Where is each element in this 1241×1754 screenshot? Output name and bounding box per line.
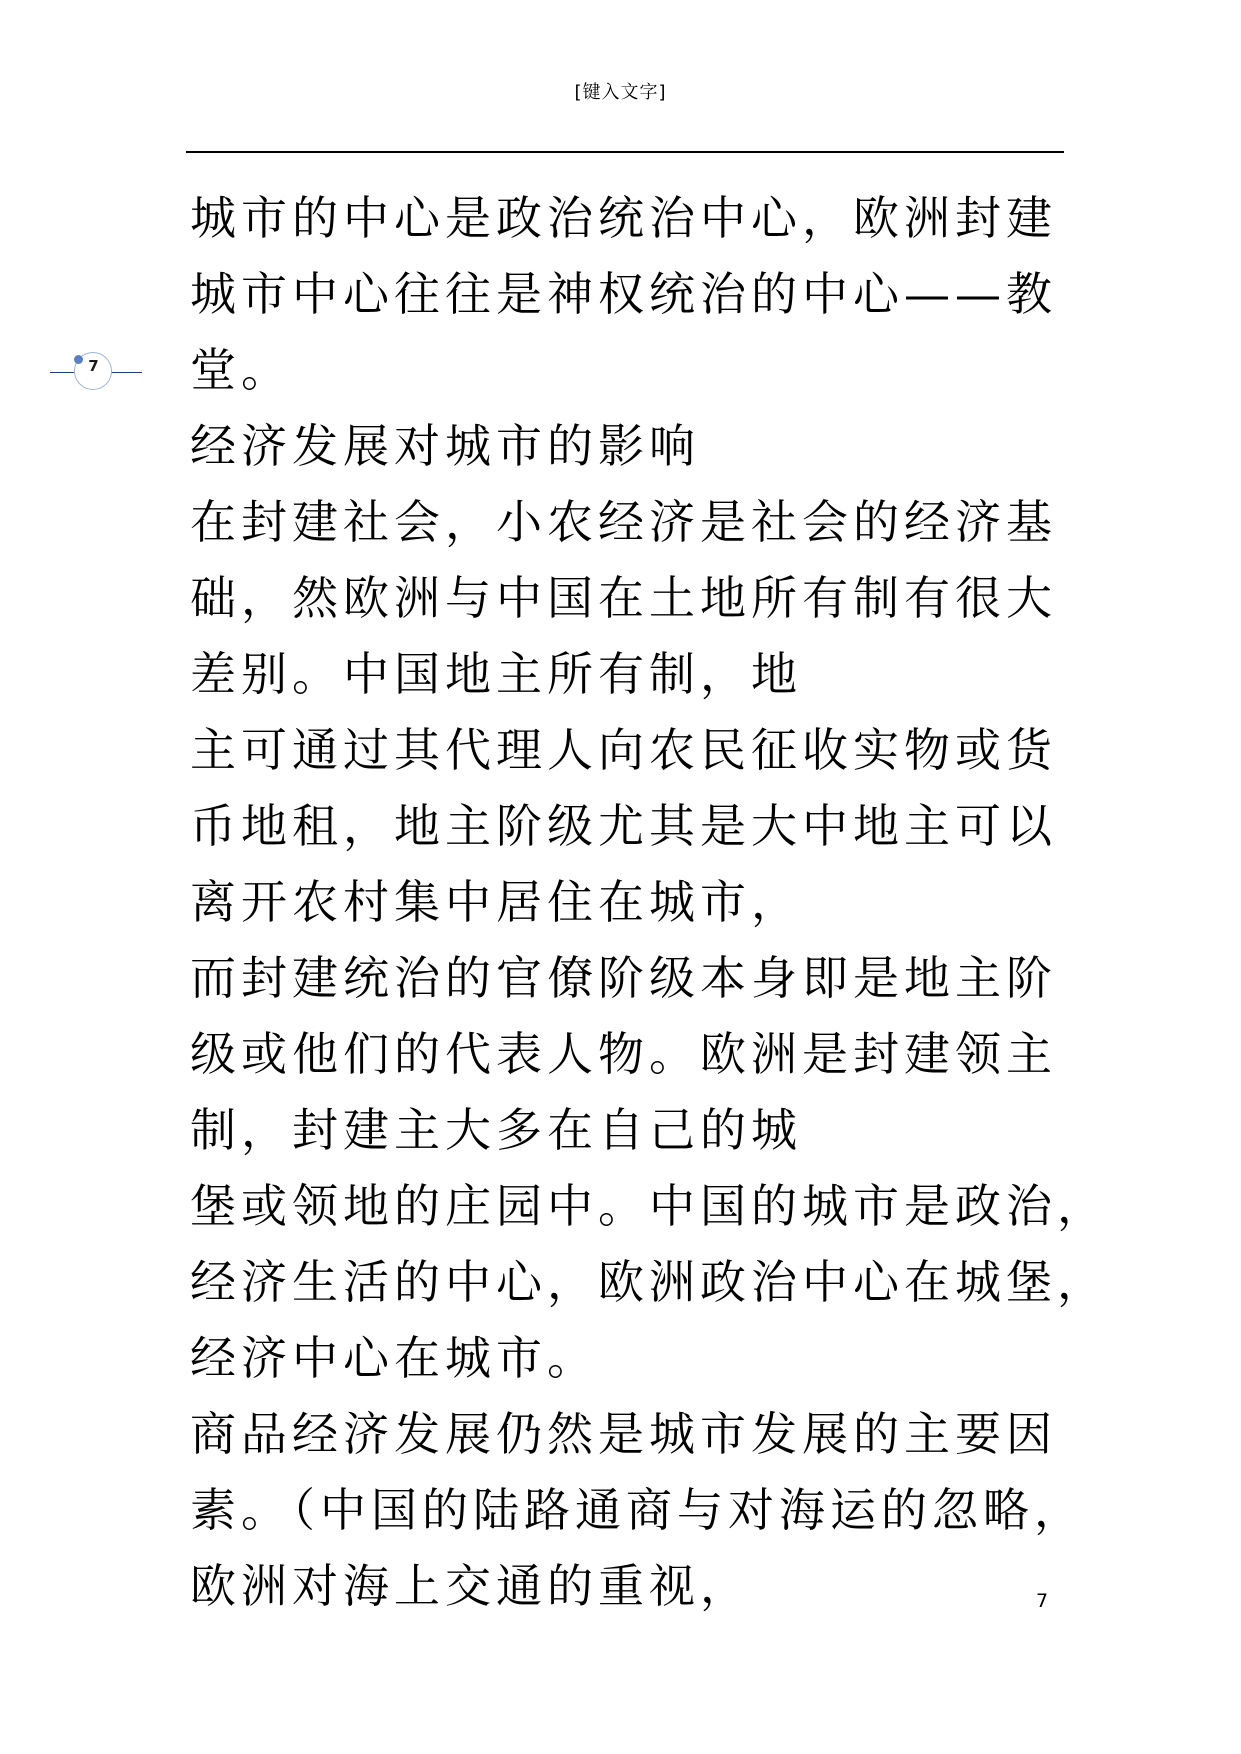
section-heading: 经济发展对城市的影响 xyxy=(190,419,700,473)
text-line: 城市中心往往是神权统治的中心——教 xyxy=(190,267,1057,321)
marker-page-number: 7 xyxy=(88,357,99,375)
text-line: 经济中心在城市。 xyxy=(190,1331,598,1385)
text-line: 城市的中心是政治统治中心，欧洲封建 xyxy=(190,191,1057,245)
text-line: 堂。 xyxy=(190,343,292,397)
margin-page-marker xyxy=(50,350,142,390)
text-line: 经济生活的中心，欧洲政治中心在城堡， xyxy=(190,1255,1108,1309)
page-number: 7 xyxy=(1036,1590,1049,1612)
text-line: 离开农村集中居住在城市， xyxy=(190,875,802,929)
body-text xyxy=(190,180,1108,1624)
text-line: 主可通过其代理人向农民征收实物或货 xyxy=(190,723,1057,777)
text-line: 商品经济发展仍然是城市发展的主要因 xyxy=(190,1407,1057,1461)
header-rule xyxy=(186,151,1064,153)
text-line: 而封建统治的官僚阶级本身即是地主阶 xyxy=(190,951,1057,1005)
text-line: 础，然欧洲与中国在土地所有制有很大 xyxy=(190,571,1057,625)
text-line: 在封建社会，小农经济是社会的经济基 xyxy=(190,495,1057,549)
text-line: 欧洲对海上交通的重视， xyxy=(190,1559,751,1613)
text-line: 级或他们的代表人物。欧洲是封建领主 xyxy=(190,1027,1057,1081)
text-line: 制，封建主大多在自己的城 xyxy=(190,1103,802,1157)
text-line: 堡或领地的庄园中。中国的城市是政治， xyxy=(190,1179,1108,1233)
text-line: 币地租，地主阶级尤其是大中地主可以 xyxy=(190,799,1057,853)
page-header: [键入文字] xyxy=(574,82,667,103)
text-line: 差别。中国地主所有制，地 xyxy=(190,647,802,701)
text-line: 素。（中国的陆路通商与对海运的忽略， xyxy=(190,1483,1085,1537)
